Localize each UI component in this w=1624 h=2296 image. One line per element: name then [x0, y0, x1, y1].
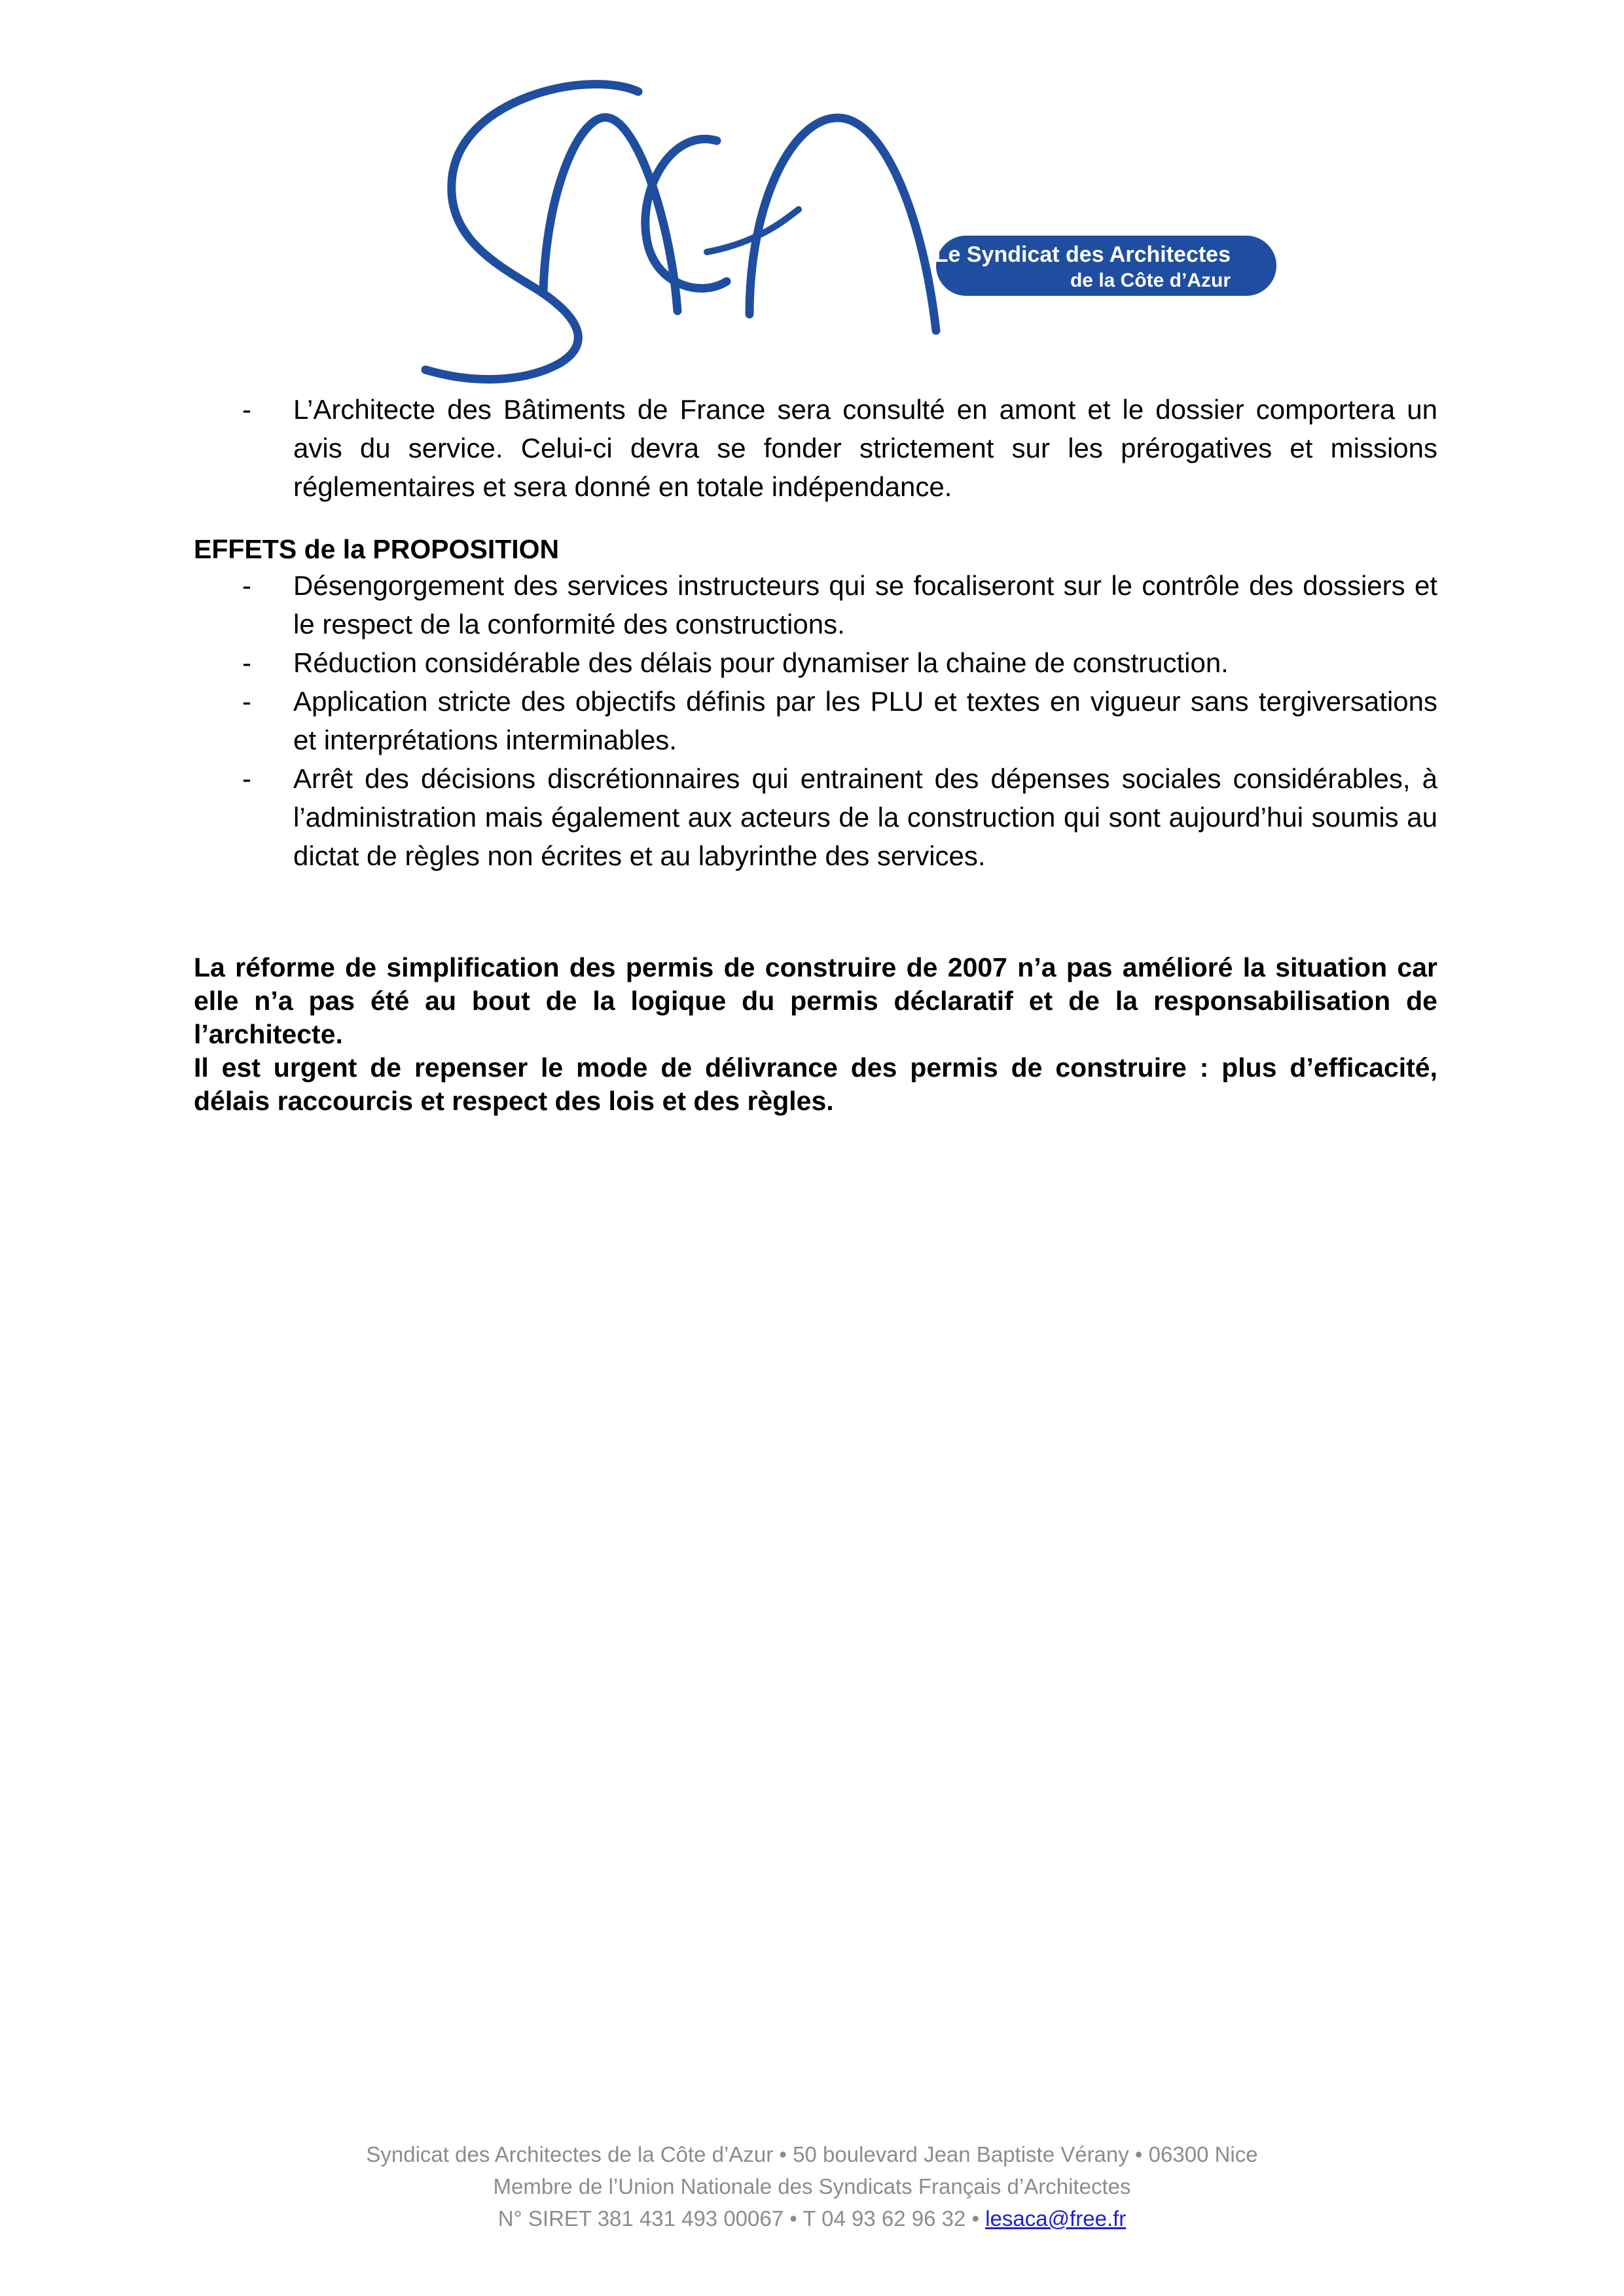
list-dash: - — [242, 686, 251, 717]
saca-logo — [419, 79, 1283, 386]
effects-item-text: Arrêt des décisions discrétionnaires qui entrainent des dépenses sociales considérables, à l’administration mais également aux acteurs de la construction qui sont aujourd’hui soumis au dictat de règles non écrites et au labyrinthe des services. — [293, 763, 1437, 871]
intro-item-text: L’Architecte des Bâtiments de France sera consulté en amont et le dossier comportera un avis du service. Celui-ci devra se fonder strictement sur les prérogatives et missions réglementaires et sera donné en totale indépendance. — [293, 394, 1437, 502]
logo-badge-line1: Le Syndicat des Architectes — [934, 242, 1231, 267]
list-item — [194, 682, 1437, 759]
list-dash: - — [242, 647, 251, 678]
effects-item-text: Réduction considérable des délais pour dynamiser la chaine de construction. — [293, 647, 1229, 678]
footer-address: Syndicat des Architectes de la Côte d’Azur • 50 boulevard Jean Baptiste Vérany • 06300 Nice — [366, 2142, 1258, 2166]
footer-contact — [0, 2202, 1624, 2234]
list-dash: - — [242, 394, 251, 425]
conclusion — [194, 951, 1437, 1118]
page-footer — [0, 2138, 1624, 2234]
effects-item-text: Désengorgement des services instructeurs qui se focaliseront sur le contrôle des dossiers et le respect de la conformité des constructions. — [293, 570, 1437, 639]
list-dash: - — [242, 570, 251, 601]
intro-list — [194, 390, 1437, 506]
list-item — [194, 643, 1437, 682]
list-item — [194, 390, 1437, 506]
conclusion-paragraph-1: La réforme de simplification des permis de construire de 2007 n’a pas amélioré la situation car elle n’a pas été au bout de la logique du permis déclaratif et de la responsabilisation de l’architecte. — [194, 952, 1437, 1049]
letter-body — [194, 390, 1437, 1118]
email-link[interactable]: lesaca@free.fr — [985, 2206, 1127, 2231]
effects-item-text: Application stricte des objectifs définis par les PLU et textes en vigueur sans tergiversations et interprétations interminables. — [293, 686, 1437, 755]
effects-heading: EFFETS de la PROPOSITION — [194, 534, 560, 564]
footer-membership: Membre de l’Union Nationale des Syndicats Français d’Architectes — [493, 2174, 1131, 2198]
conclusion-paragraph-2: Il est urgent de repenser le mode de délivrance des permis de construire : plus d’efficacité, délais raccourcis et respect des lois et des règles. — [194, 1052, 1437, 1116]
list-dash: - — [242, 763, 251, 794]
footer-siret-phone: N° SIRET 381 431 493 00067 • T 04 93 62 96 32 • — [497, 2206, 986, 2231]
list-item — [194, 566, 1437, 643]
list-item — [194, 759, 1437, 875]
saca-monogram-graphic — [419, 79, 1283, 386]
effects-list — [194, 566, 1437, 875]
logo-badge-line2: de la Côte d’Azur — [1070, 270, 1231, 291]
